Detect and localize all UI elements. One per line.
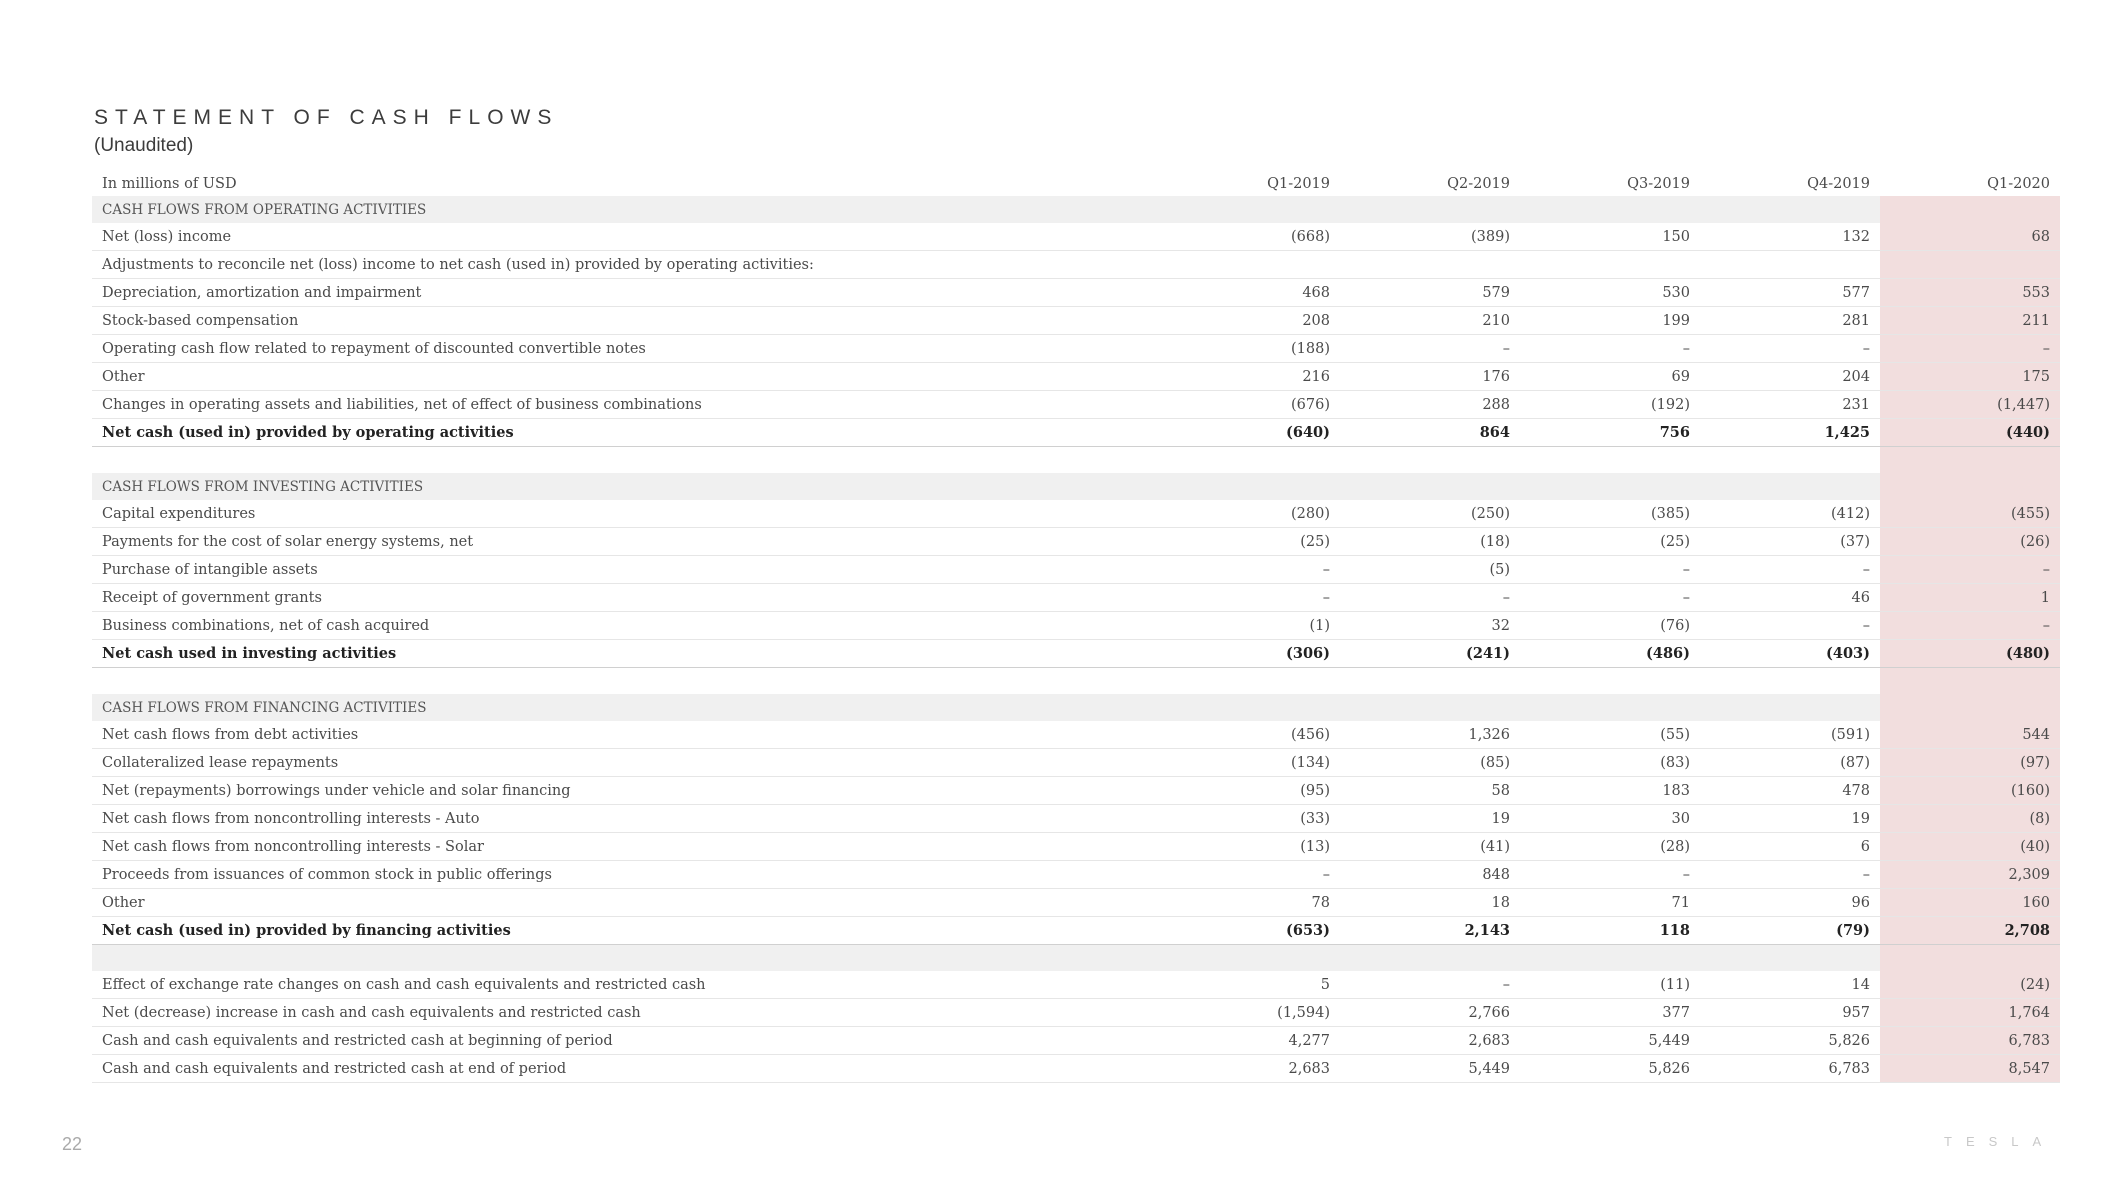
total-row-investing-value: (403) (1700, 640, 1880, 668)
total-row-financing-value: 2,143 (1340, 917, 1520, 945)
section-header-investing-value (1880, 473, 2060, 500)
table-row-value: 132 (1700, 223, 1880, 251)
spacer-row-value (1700, 945, 1880, 972)
table-row-value: – (1880, 612, 2060, 640)
total-row-investing-value: (486) (1520, 640, 1700, 668)
table-row-value: (76) (1520, 612, 1700, 640)
table-row-value: 6,783 (1700, 1055, 1880, 1083)
table-row-label: Cash and cash equivalents and restricted cash at beginning of period (92, 1027, 1160, 1055)
table-row-value: 18 (1340, 889, 1520, 917)
section-header-investing-value (1520, 473, 1700, 500)
table-row-value: 19 (1700, 805, 1880, 833)
section-header-operating-value (1160, 196, 1340, 223)
table-row-value: 68 (1880, 223, 2060, 251)
table-row-value: 6,783 (1880, 1027, 2060, 1055)
page-number: 22 (62, 1134, 83, 1154)
table-row-value: (676) (1160, 391, 1340, 419)
table-row-value: 14 (1700, 971, 1880, 999)
total-row-operating-value: 1,425 (1700, 419, 1880, 447)
table-row-label: Net cash flows from noncontrolling interests - Auto (92, 805, 1160, 833)
table-row-label: Net cash flows from noncontrolling interests - Solar (92, 833, 1160, 861)
section-header-investing-value (1340, 473, 1520, 500)
section-header-operating (92, 196, 2060, 223)
table-row-value: (412) (1700, 500, 1880, 528)
table-row-value: 8,547 (1880, 1055, 2060, 1083)
table-row-value: 175 (1880, 363, 2060, 391)
table-row-value: 1 (1880, 584, 2060, 612)
table-row (92, 584, 2060, 612)
spacer-row-value (1520, 668, 1700, 695)
table-row (92, 777, 2060, 805)
table-header-row-value: Q1-2020 (1987, 176, 2050, 192)
table-row-value: 2,683 (1340, 1027, 1520, 1055)
table-row-value: (26) (1880, 528, 2060, 556)
table-row-value: (1,594) (1160, 999, 1340, 1027)
table-row-value: 4,277 (1160, 1027, 1340, 1055)
table-row-label: Proceeds from issuances of common stock in public offerings (92, 861, 1160, 889)
table-row-value: – (1880, 556, 2060, 584)
table-row-value: (41) (1340, 833, 1520, 861)
table-row-value: (160) (1880, 777, 2060, 805)
spacer-row-value (1880, 945, 2060, 972)
table-row-value: (1,447) (1880, 391, 2060, 419)
table-row-label: Cash and cash equivalents and restricted cash at end of period (92, 1055, 1160, 1083)
section-header-investing-value (1160, 473, 1340, 500)
table-row-value: 6 (1700, 833, 1880, 861)
table-row-value (1340, 251, 1520, 279)
table-row-value: – (1520, 584, 1700, 612)
spacer-row-value (1520, 447, 1700, 474)
total-row-investing-value: (306) (1160, 640, 1340, 668)
spacer-row-value (1340, 668, 1520, 695)
table-row-value: – (1340, 971, 1520, 999)
total-row-operating-value: 864 (1340, 419, 1520, 447)
table-row-label: Net (repayments) borrowings under vehicle and solar financing (92, 777, 1160, 805)
table-row-value: (97) (1880, 749, 2060, 777)
table-row-value: – (1520, 556, 1700, 584)
table-header-row (92, 172, 2060, 196)
spacer-row-value (1160, 447, 1340, 474)
table-row-value: 58 (1340, 777, 1520, 805)
spacer-row-label (92, 945, 1160, 972)
table-row (92, 1027, 2060, 1055)
table-row-value: (33) (1160, 805, 1340, 833)
total-row-investing-value: (480) (1880, 640, 2060, 668)
table-row-label: Changes in operating assets and liabilities, net of effect of business combinations (92, 391, 1160, 419)
section-header-investing-label: CASH FLOWS FROM INVESTING ACTIVITIES (92, 473, 1160, 500)
table-row (92, 391, 2060, 419)
table-row-value: 5,826 (1700, 1027, 1880, 1055)
table-header-row-value: Q3-2019 (1627, 176, 1690, 192)
table-row (92, 889, 2060, 917)
table-row (92, 556, 2060, 584)
table-row-value: 78 (1160, 889, 1340, 917)
table-row-value: 377 (1520, 999, 1700, 1027)
table-row-label: Depreciation, amortization and impairment (92, 279, 1160, 307)
table-row-label: Net cash flows from debt activities (92, 721, 1160, 749)
table-row-value: 1,764 (1880, 999, 2060, 1027)
table-row-value: 208 (1160, 307, 1340, 335)
table-row-value: 468 (1160, 279, 1340, 307)
table-row-value: (280) (1160, 500, 1340, 528)
total-row-investing-label: Net cash used in investing activities (92, 640, 1160, 668)
table-row-label: Capital expenditures (92, 500, 1160, 528)
page-title: STATEMENT OF CASH FLOWS (94, 106, 559, 129)
table-row (92, 223, 2060, 251)
table-row-value: (25) (1520, 528, 1700, 556)
table-row-value: (28) (1520, 833, 1700, 861)
spacer-row-value (1340, 945, 1520, 972)
table-row-value: 96 (1700, 889, 1880, 917)
section-header-financing-value (1700, 694, 1880, 721)
table-row-value: (668) (1160, 223, 1340, 251)
spacer-row-value (1160, 945, 1340, 972)
table-row-value: (456) (1160, 721, 1340, 749)
table-header-row-value: Q1-2019 (1267, 176, 1330, 192)
table-row-value: (11) (1520, 971, 1700, 999)
table-row-value: 71 (1520, 889, 1700, 917)
spacer-row-value (1520, 945, 1700, 972)
table-row-value: (55) (1520, 721, 1700, 749)
table-row-value: (5) (1340, 556, 1520, 584)
table-row-value (1700, 251, 1880, 279)
page-subtitle: (Unaudited) (94, 135, 194, 156)
total-row-operating-value: (640) (1160, 419, 1340, 447)
section-header-financing-value (1160, 694, 1340, 721)
table-row-value: 2,309 (1880, 861, 2060, 889)
table-row-label: Other (92, 363, 1160, 391)
table-row-value: – (1340, 335, 1520, 363)
table-row (92, 612, 2060, 640)
table-row-value (1520, 251, 1700, 279)
section-header-investing (92, 473, 2060, 500)
spacer-row (92, 447, 2060, 474)
table-row-value: (385) (1520, 500, 1700, 528)
table-row-value: (40) (1880, 833, 2060, 861)
table-row-label: Receipt of government grants (92, 584, 1160, 612)
table-row (92, 749, 2060, 777)
table-row-value: (37) (1700, 528, 1880, 556)
table-row-value: (389) (1340, 223, 1520, 251)
table-row (92, 1055, 2060, 1083)
table-row-label: Other (92, 889, 1160, 917)
table-row-value: (18) (1340, 528, 1520, 556)
table-row (92, 251, 2060, 279)
table-row-value: 210 (1340, 307, 1520, 335)
spacer-row-value (1160, 668, 1340, 695)
table-row (92, 805, 2060, 833)
total-row-operating-value: 756 (1520, 419, 1700, 447)
table-row-value: 957 (1700, 999, 1880, 1027)
table-row-label: Operating cash flow related to repayment of discounted convertible notes (92, 335, 1160, 363)
total-row-operating (92, 419, 2060, 447)
table-row-label: Purchase of intangible assets (92, 556, 1160, 584)
table-row-value: 176 (1340, 363, 1520, 391)
table-header-row-value: Q2-2019 (1447, 176, 1510, 192)
table-row-value: – (1160, 584, 1340, 612)
section-header-financing-value (1880, 694, 2060, 721)
section-header-operating-value (1700, 196, 1880, 223)
table-row-value: (134) (1160, 749, 1340, 777)
table-row-value: 530 (1520, 279, 1700, 307)
table-row-value (1160, 251, 1340, 279)
table-row (92, 971, 2060, 999)
table-row-value: 19 (1340, 805, 1520, 833)
table-row-value: 288 (1340, 391, 1520, 419)
table-row-value (1880, 251, 2060, 279)
table-row-value: 46 (1700, 584, 1880, 612)
cash-flow-table-body (92, 172, 2060, 1083)
spacer-row (92, 668, 2060, 695)
section-header-operating-value (1340, 196, 1520, 223)
table-row (92, 363, 2060, 391)
spacer-row-value (1700, 668, 1880, 695)
total-row-financing-label: Net cash (used in) provided by financing activities (92, 917, 1160, 945)
total-row-financing-value: (653) (1160, 917, 1340, 945)
table-row (92, 999, 2060, 1027)
table-row-value: 2,683 (1160, 1055, 1340, 1083)
table-row-value: 478 (1700, 777, 1880, 805)
table-row-value: 199 (1520, 307, 1700, 335)
table-row (92, 335, 2060, 363)
table-row-value: 281 (1700, 307, 1880, 335)
table-row-value: 2,766 (1340, 999, 1520, 1027)
table-row-value: (87) (1700, 749, 1880, 777)
spacer-row-value (1880, 668, 2060, 695)
table-header-row-label: In millions of USD (102, 176, 237, 192)
table-row-value: (455) (1880, 500, 2060, 528)
table-row-value: – (1700, 556, 1880, 584)
section-header-operating-label: CASH FLOWS FROM OPERATING ACTIVITIES (92, 196, 1160, 223)
spacer-row-value (1700, 447, 1880, 474)
table-row-label: Stock-based compensation (92, 307, 1160, 335)
table-row-value: 183 (1520, 777, 1700, 805)
table-row-value: (188) (1160, 335, 1340, 363)
table-row-value: 30 (1520, 805, 1700, 833)
table-row-label: Business combinations, net of cash acquired (92, 612, 1160, 640)
table-row-value: (85) (1340, 749, 1520, 777)
table-row-value: 211 (1880, 307, 2060, 335)
cash-flow-table (92, 172, 2060, 1083)
table-row-value: – (1880, 335, 2060, 363)
table-row-value: – (1160, 861, 1340, 889)
section-header-operating-value (1880, 196, 2060, 223)
table-row-value: 216 (1160, 363, 1340, 391)
table-row-value: (591) (1700, 721, 1880, 749)
table-row (92, 861, 2060, 889)
section-header-investing-value (1700, 473, 1880, 500)
table-row-value: – (1700, 612, 1880, 640)
tesla-logo: TESLA (1944, 1134, 2056, 1149)
table-row-value: 848 (1340, 861, 1520, 889)
table-row-label: Collateralized lease repayments (92, 749, 1160, 777)
table-row-value: (25) (1160, 528, 1340, 556)
total-row-operating-value: (440) (1880, 419, 2060, 447)
table-row (92, 833, 2060, 861)
total-row-financing (92, 917, 2060, 945)
table-row-value: 5 (1160, 971, 1340, 999)
table-row (92, 279, 2060, 307)
table-row-value: 32 (1340, 612, 1520, 640)
total-row-financing-value: 118 (1520, 917, 1700, 945)
table-row-value: (192) (1520, 391, 1700, 419)
table-row-value: 231 (1700, 391, 1880, 419)
spacer-row-label (92, 668, 1160, 695)
section-header-financing-value (1520, 694, 1700, 721)
table-row-value: (250) (1340, 500, 1520, 528)
table-row-label: Net (decrease) increase in cash and cash equivalents and restricted cash (92, 999, 1160, 1027)
table-row-value: – (1340, 584, 1520, 612)
table-row-value: (8) (1880, 805, 2060, 833)
table-row-value: 553 (1880, 279, 2060, 307)
table-row-label: Adjustments to reconcile net (loss) income to net cash (used in) provided by operating activities: (92, 251, 1160, 279)
table-row-value: 5,449 (1520, 1027, 1700, 1055)
table-row (92, 528, 2060, 556)
table-row-value: 1,326 (1340, 721, 1520, 749)
section-header-financing-label: CASH FLOWS FROM FINANCING ACTIVITIES (92, 694, 1160, 721)
section-header-financing-value (1340, 694, 1520, 721)
spacer-row-value (1340, 447, 1520, 474)
spacer-row-value (1880, 447, 2060, 474)
table-row-value: 150 (1520, 223, 1700, 251)
table-row (92, 721, 2060, 749)
total-row-investing (92, 640, 2060, 668)
cash-flow-table-container (92, 172, 2060, 1083)
table-row-value: – (1700, 335, 1880, 363)
table-row-value: – (1160, 556, 1340, 584)
spacer-row (92, 945, 2060, 972)
table-row-value: 577 (1700, 279, 1880, 307)
table-row-value: (95) (1160, 777, 1340, 805)
table-header-row-value: Q4-2019 (1807, 176, 1870, 192)
table-row (92, 500, 2060, 528)
section-header-financing (92, 694, 2060, 721)
table-row (92, 307, 2060, 335)
table-row-value: – (1520, 335, 1700, 363)
table-row-value: 69 (1520, 363, 1700, 391)
total-row-operating-label: Net cash (used in) provided by operating activities (92, 419, 1160, 447)
total-row-financing-value: 2,708 (1880, 917, 2060, 945)
table-row-value: (13) (1160, 833, 1340, 861)
table-row-value: 5,449 (1340, 1055, 1520, 1083)
table-row-value: (24) (1880, 971, 2060, 999)
table-row-value: 579 (1340, 279, 1520, 307)
table-row-label: Effect of exchange rate changes on cash and cash equivalents and restricted cash (92, 971, 1160, 999)
total-row-investing-value: (241) (1340, 640, 1520, 668)
table-row-value: 204 (1700, 363, 1880, 391)
table-row-label: Net (loss) income (92, 223, 1160, 251)
table-row-value: (83) (1520, 749, 1700, 777)
table-row-value: 5,826 (1520, 1055, 1700, 1083)
table-row-value: 544 (1880, 721, 2060, 749)
table-row-value: (1) (1160, 612, 1340, 640)
table-row-value: – (1520, 861, 1700, 889)
spacer-row-label (92, 447, 1160, 474)
total-row-financing-value: (79) (1700, 917, 1880, 945)
table-row-value: 160 (1880, 889, 2060, 917)
table-row-label: Payments for the cost of solar energy systems, net (92, 528, 1160, 556)
table-row-value: – (1700, 861, 1880, 889)
section-header-operating-value (1520, 196, 1700, 223)
